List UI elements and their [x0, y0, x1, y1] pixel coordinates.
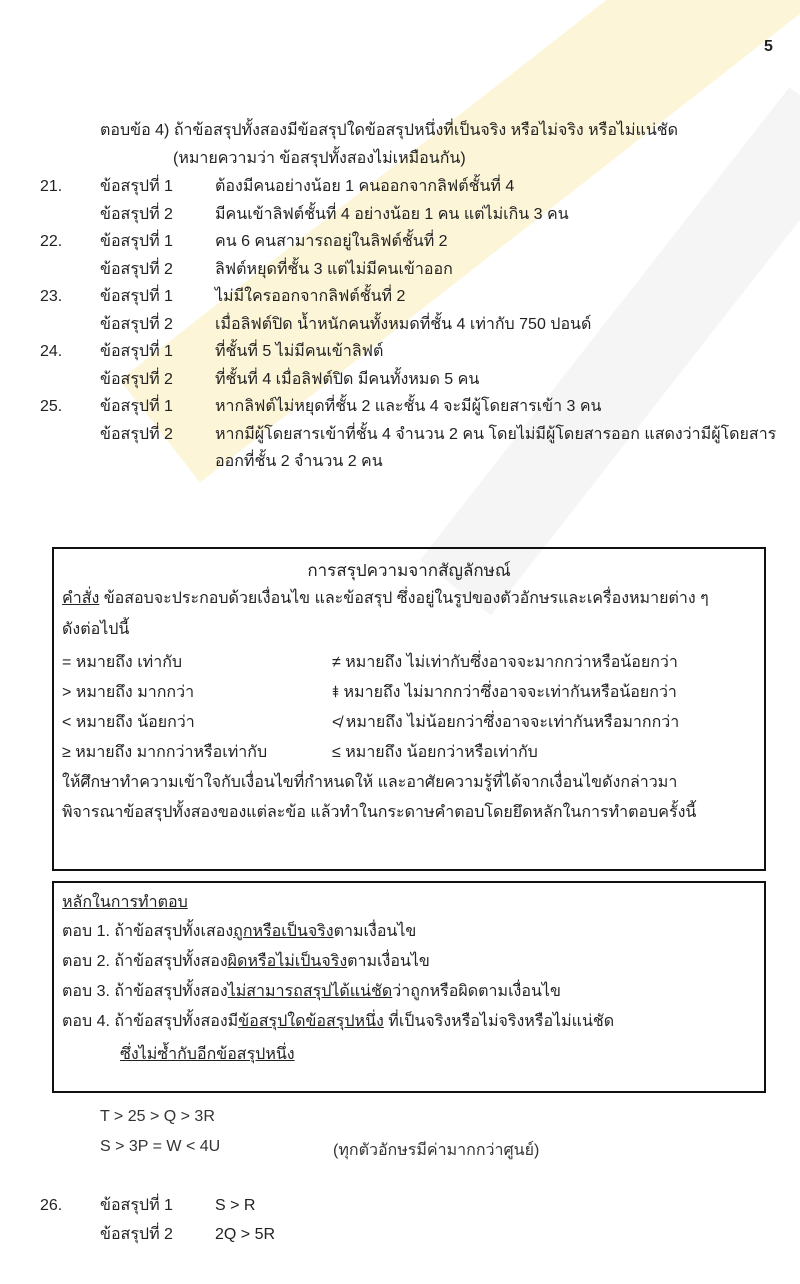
conclusion-label: ข้อสรุปที่ 1	[100, 1197, 173, 1214]
question-number: 23.	[40, 288, 63, 305]
symbol-def: ≤ หมายถึง น้อยกว่าหรือเท่ากับ	[332, 744, 538, 761]
conclusion-label: ข้อสรุปที่ 1	[100, 178, 173, 195]
rule-text: ตอบ 4. ถ้าข้อสรุปทั้งสองมี	[62, 1013, 239, 1030]
conclusion-text: ที่ชั้นที่ 4 เมื่อลิฟต์ปิด มีคนทั้งหมด 5 คน	[215, 370, 480, 388]
rule-emphasis: ข้อสรุปใดข้อสรุปหนึ่ง	[238, 1013, 384, 1030]
condition-note: (ทุกตัวอักษรมีค่ามากกว่าศูนย์)	[333, 1142, 540, 1159]
symbol-def: ⯒ หมายถึง ไม่มากกว่าซึ่งอาจจะเท่ากันหรือน้อยกว่า	[332, 684, 677, 701]
rule-3	[62, 980, 561, 1004]
condition-1: T > 25 > Q > 3R	[100, 1108, 215, 1125]
conclusion-text: ไม่มีใครออกจากลิฟต์ชั้นที่ 2	[215, 288, 406, 305]
rule-text: ตามเงื่อนไข	[333, 923, 417, 940]
conclusion-label: ข้อสรุปที่ 2	[100, 425, 173, 443]
rule-text: ตามเงื่อนไข	[347, 953, 430, 970]
conclusion-text: หากมีผู้โดยสารเข้าที่ชั้น 4 จำนวน 2 คน โดยไม่มีผู้โดยสารออก แสดงว่ามีผู้โดยสาร	[215, 425, 777, 443]
symbol-def: = หมายถึง เท่ากับ	[62, 654, 183, 671]
rule-text: ตอบ 3. ถ้าข้อสรุปทั้งสอง	[62, 983, 228, 1000]
rule-4-cont-text: ซึ่งไม่ซ้ำกับอีกข้อสรุปหนึ่ง	[120, 1046, 295, 1063]
rule-emphasis: ถูกหรือเป็นจริง	[233, 923, 334, 940]
symbol-def: ≥ หมายถึง มากกว่าหรือเท่ากับ	[62, 744, 268, 761]
conclusion-text: คน 6 คนสามารถอยู่ในลิฟต์ชั้นที่ 2	[215, 233, 448, 250]
question-number: 26.	[40, 1197, 63, 1214]
rule-text: ตอบ 2. ถ้าข้อสรุปทั้งสอง	[62, 953, 228, 970]
conclusion-label: ข้อสรุปที่ 1	[100, 398, 173, 415]
question-number: 25.	[40, 398, 63, 415]
conclusion-text: เมื่อลิฟต์ปิด น้ำหนักคนทั้งหมดที่ชั้น 4 เท่ากับ 750 ปอนด์	[215, 315, 592, 333]
intro-line-2: (หมายความว่า ข้อสรุปทั้งสองไม่เหมือนกัน)	[173, 150, 466, 167]
question-number: 22.	[40, 233, 63, 250]
symbol-def: < หมายถึง น้อยกว่า	[62, 714, 195, 731]
rule-1	[62, 920, 416, 944]
closing-1: ให้ศึกษาทำความเข้าใจกับเงื่อนไขที่กำหนดให้ และอาศัยความรู้ที่ได้จากเงื่อนไขดังกล่าวมา	[62, 774, 678, 791]
conclusion-text: ลิฟต์หยุดที่ชั้น 3 แต่ไม่มีคนเข้าออก	[215, 260, 453, 278]
rule-emphasis: ผิดหรือไม่เป็นจริง	[227, 953, 348, 970]
conclusion-text: มีคนเข้าลิฟต์ชั้นที่ 4 อย่างน้อย 1 คน แต่ไม่เกิน 3 คน	[215, 205, 569, 223]
rules-title	[62, 891, 188, 915]
conclusion-label: ข้อสรุปที่ 2	[100, 260, 173, 278]
instruction-text: ข้อสอบจะประกอบด้วยเงื่อนไข และข้อสรุป ซึ่งอยู่ในรูปของตัวอักษรและเครื่องหมายต่าง ๆ	[99, 590, 709, 607]
symbols-box	[52, 547, 766, 871]
instruction	[62, 587, 709, 611]
rules-box	[52, 881, 766, 1093]
conclusion-label: ข้อสรุปที่ 2	[100, 370, 173, 388]
rule-emphasis: ไม่สามารถสรุปได้แน่ชัด	[227, 983, 393, 1000]
rule-text: ตอบ 1. ถ้าข้อสรุปทั้งเสอง	[62, 923, 234, 940]
conclusion-label: ข้อสรุปที่ 2	[100, 205, 173, 223]
conclusion-text: S > R	[215, 1197, 256, 1214]
condition-2: S > 3P = W < 4U	[100, 1138, 221, 1155]
conclusion-text: หากลิฟต์ไม่หยุดที่ชั้น 2 และชั้น 4 จะมีผู้โดยสารเข้า 3 คน	[215, 398, 602, 415]
conclusion-label: ข้อสรุปที่ 2	[100, 315, 173, 333]
rule-4	[62, 1010, 614, 1034]
conclusion-label: ข้อสรุปที่ 2	[100, 1226, 173, 1243]
symbol-def: ≮ หมายถึง ไม่น้อยกว่าซึ่งอาจจะเท่ากันหรือมากกว่า	[332, 714, 680, 731]
conclusion-text: ต้องมีคนอย่างน้อย 1 คนออกจากลิฟต์ชั้นที่ 4	[215, 178, 515, 195]
rule-text: ที่เป็นจริงหรือไม่จริงหรือไม่แน่ชัด	[383, 1013, 615, 1030]
symbol-def: > หมายถึง มากกว่า	[62, 684, 195, 701]
intro-line-1: ตอบข้อ 4) ถ้าข้อสรุปทั้งสองมีข้อสรุปใดข้อสรุปหนึ่งที่เป็นจริง หรือไม่จริง หรือไม่แน่ชัด	[100, 122, 679, 139]
conclusion-label: ข้อสรุปที่ 1	[100, 288, 173, 305]
conclusion-text-cont: ออกที่ชั้น 2 จำนวน 2 คน	[215, 453, 383, 470]
instruction-label: คำสั่ง	[62, 590, 100, 607]
symbols-title: การสรุปความจากสัญลักษณ์	[307, 561, 511, 580]
rule-2	[62, 950, 430, 974]
page-number: 5	[764, 38, 773, 55]
rules-title-text: หลักในการทำตอบ	[62, 894, 188, 911]
question-number: 21.	[40, 178, 63, 195]
instruction-cont: ดังต่อไปนี้	[62, 621, 130, 638]
conclusion-label: ข้อสรุปที่ 1	[100, 343, 173, 360]
closing-2: พิจารณาข้อสรุปทั้งสองของแต่ละข้อ แล้วทำในกระดาษคำตอบโดยยึดหลักในการทำตอบครั้งนี้	[62, 804, 697, 821]
conclusion-text: 2Q > 5R	[215, 1226, 276, 1243]
conclusion-text: ที่ชั้นที่ 5 ไม่มีคนเข้าลิฟต์	[215, 343, 384, 360]
symbol-def: ≠ หมายถึง ไม่เท่ากับซึ่งอาจจะมากกว่าหรือน้อยกว่า	[332, 654, 678, 671]
rule-text: ว่าถูกหรือผิดตามเงื่อนไข	[392, 983, 561, 1000]
rule-4-cont	[120, 1043, 295, 1067]
question-number: 24.	[40, 343, 63, 360]
conclusion-label: ข้อสรุปที่ 1	[100, 233, 173, 250]
